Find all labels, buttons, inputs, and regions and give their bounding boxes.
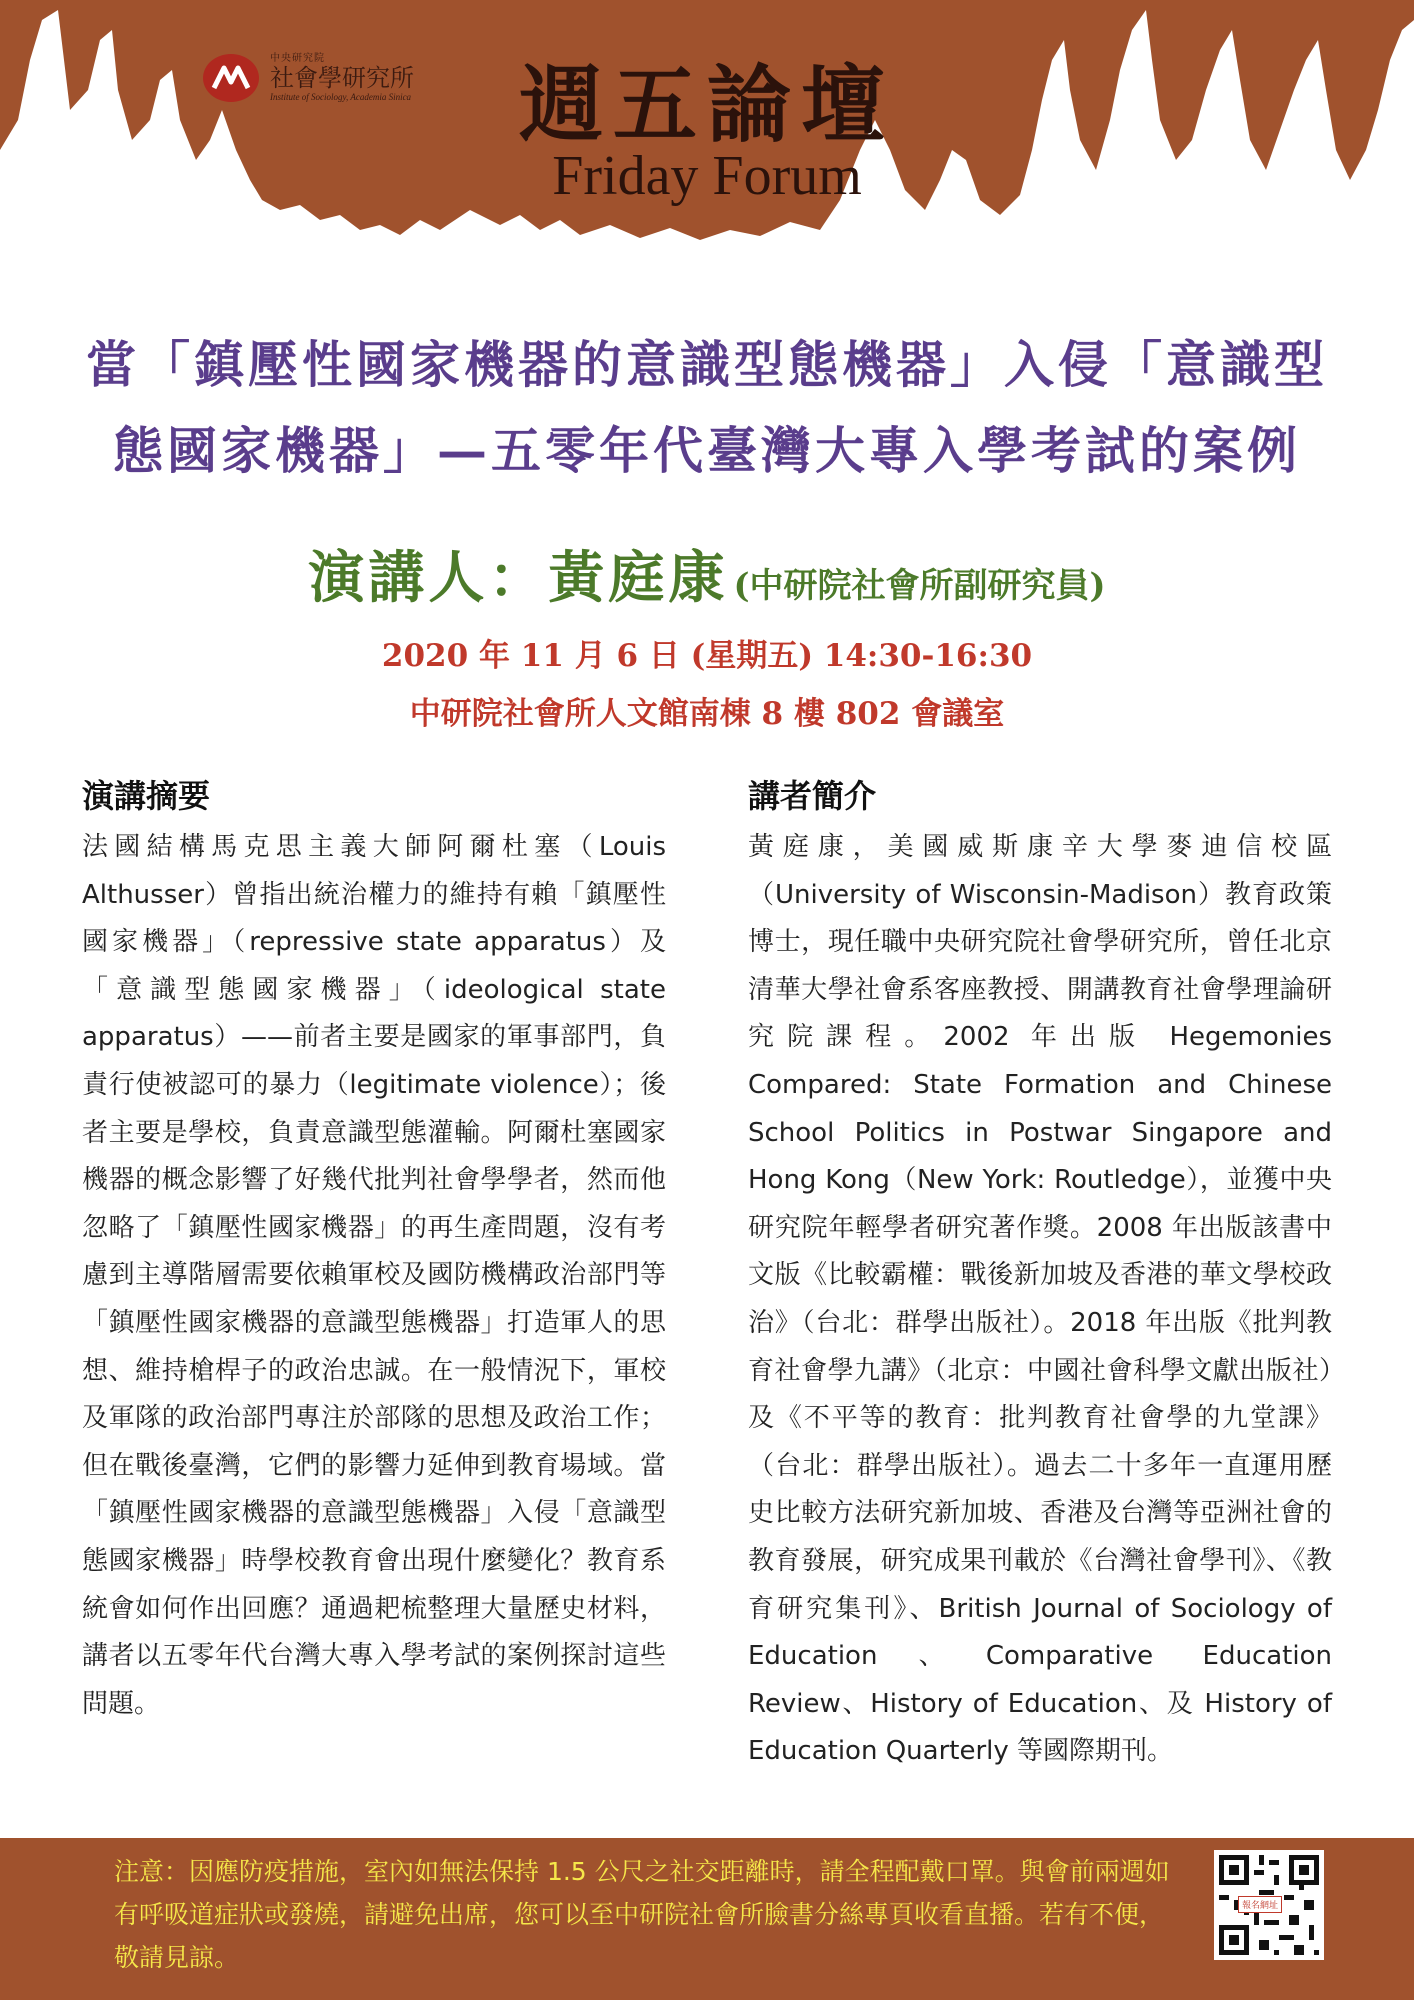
covid-notice: 注意：因應防疫措施，室內如無法保持 1.5 公尺之社交距離時，請全程配戴口罩。與會前兩週如有呼吸道症狀或發燒，請避免出席，您可以至中研院社會所臉書分絲專頁收看直播。若有不便，敬請見諒。 xyxy=(114,1857,1170,1972)
talk-title-line-1: 當「鎮壓性國家機器的意識型態機器」入侵「意識型 xyxy=(86,335,1328,394)
abstract-section xyxy=(82,772,666,1728)
bio-body: 黃庭康，美國威斯康辛大學麥迪信校區（University of Wisconsin-Madison）教育政策博士，現任職中央研究院社會學研究所，曾任北京清華大學社會系客座教授、開講教育社會學理論研究院課程。2002 年出版 Hegemonies Compared: State Formation and Chinese School Politics in Postwar Singapore and Hong Kong（New York: Routledge），並獲中央研究院年輕學者研究著作獎。2008 年出版該書中文版《比較霸權：戰後新加坡及香港的華文學校政治》（台北：群學出版社）。2018 年出版《批判教育社會學九講》（北京：中國社會科學文獻出版社）及《不平等的教育：批判教育社會學的九堂課》（台北：群學出版社）。過去二十多年一直運用歷史比較方法研究新加坡、香港及台灣等亞洲社會的教育發展，研究成果刊載於《台灣社會學刊》、《教育研究集刊》、British Journal of Sociology of Education、Comparative Education Review、History of Education、及 History of Education Quarterly 等國際期刊。 xyxy=(748,832,1332,1767)
logo-small-text: 中央研究院 xyxy=(270,53,325,64)
bio-section xyxy=(748,772,1332,1776)
logo-main-text: 社會學研究所 xyxy=(270,64,414,92)
speaker-affiliation: (中研院社會所副研究員) xyxy=(733,566,1106,606)
logo-english-text: Institute of Sociology, Academia Sinica xyxy=(270,92,412,102)
abstract-body: 法國結構馬克思主義大師阿爾杜塞（Louis Althusser）曾指出統治權力的維持有賴「鎮壓性國家機器」（repressive state apparatus）及「意識型態國家機器」（ideological state apparatus）——前者主要是國家的軍事部門，負責行使被認可的暴力（legitimate violence）；後者主要是學校，負責意識型態灌輸。阿爾杜塞國家機器的概念影響了好幾代批判社會學學者，然而他忽略了「鎮壓性國家機器」的再生產問題，沒有考慮到主導階層需要依賴軍校及國防機構政治部門等「鎮壓性國家機器的意識型態機器」打造軍人的思想、維持槍桿子的政治忠誠。在一般情況下，軍校及軍隊的政治部門專注於部隊的思想及政治工作；但在戰後臺灣，它們的影響力延伸到教育場域。當「鎮壓性國家機器的意識型態機器」入侵「意識型態國家機器」時學校教育會出現什麼變化？教育系統會如何作出回應？通過耙梳整理大量歷史材料，講者以五零年代台灣大專入學考試的案例探討這些問題。 xyxy=(82,832,666,1719)
speaker-line xyxy=(0,534,1414,614)
footer-notice-bar xyxy=(0,1838,1414,2000)
forum-title-english: Friday Forum xyxy=(552,145,862,207)
header-banner xyxy=(0,0,1414,290)
bio-heading: 講者簡介 xyxy=(748,777,877,815)
event-datetime: 2020 年 11 月 6 日 (星期五) 14:30-16:30 xyxy=(381,638,1033,674)
speaker-name: 演講人：黃庭康 xyxy=(308,545,729,611)
abstract-heading: 演講摘要 xyxy=(82,777,211,815)
event-venue: 中研院社會所人文館南棟 8 樓 802 會議室 xyxy=(409,696,1005,732)
registration-qr-code[interactable] xyxy=(1214,1850,1324,1960)
forum-title-chinese: 週五論壇 xyxy=(518,55,895,154)
talk-title-line-2: 態國家機器」—五零年代臺灣大專入學考試的案例 xyxy=(113,421,1301,480)
qr-label: 報名網址 xyxy=(1238,1896,1282,1913)
talk-title xyxy=(20,322,1394,494)
